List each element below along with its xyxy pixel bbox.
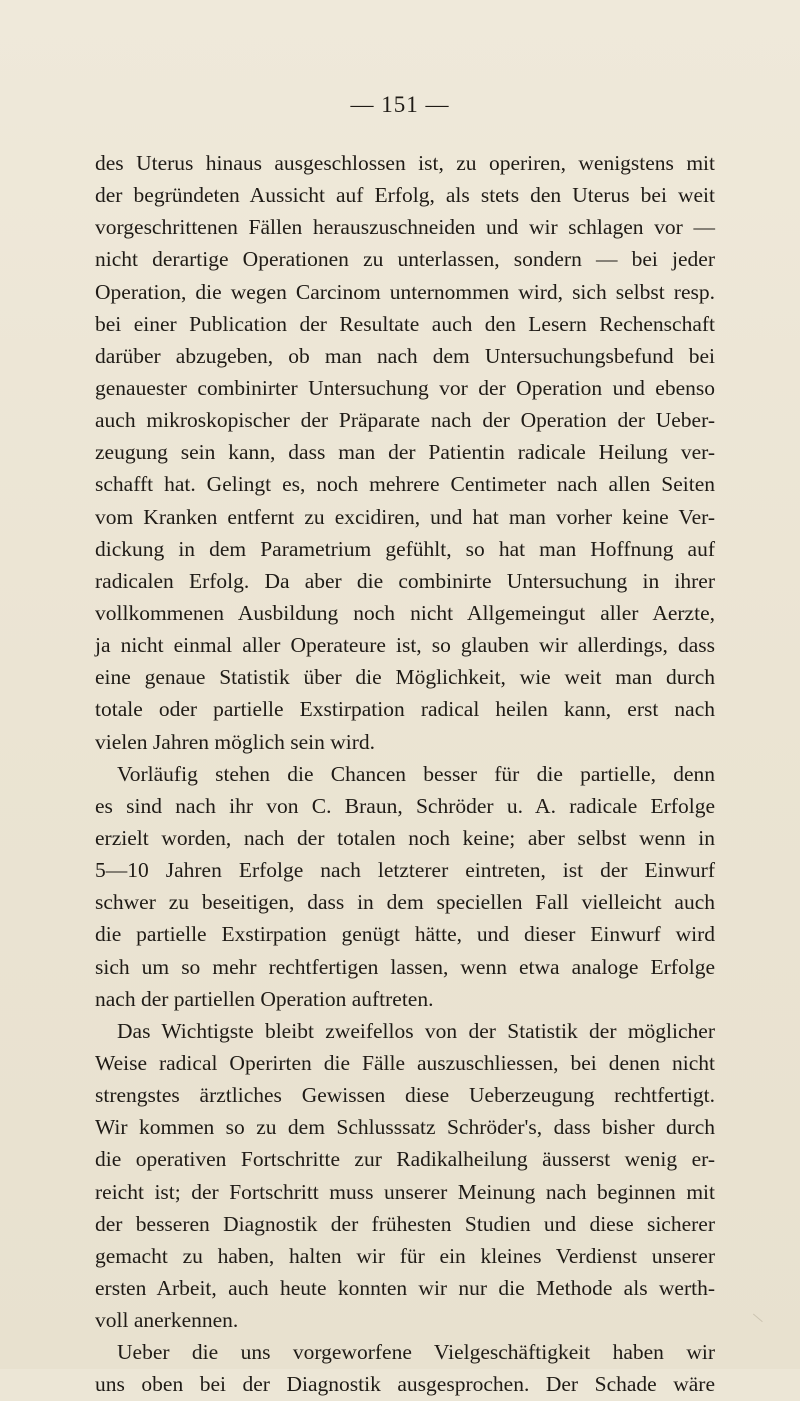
text-line: strengstes ärztliches Gewissen diese Ueberzeugung rechtfertigt. <box>95 1083 715 1108</box>
text-line: Wir kommen so zu dem Schlusssatz Schröder's, dass bisher durch <box>95 1115 715 1140</box>
text-line: schafft hat. Gelingt es, noch mehrere Centimeter nach allen Seiten <box>95 472 715 497</box>
text-line: bei einer Publication der Resultate auch den Lesern Rechenschaft <box>95 311 715 336</box>
body-text <box>95 147 715 1400</box>
text-line: erzielt worden, nach der totalen noch keine; aber selbst wenn in <box>95 825 715 850</box>
text-line: vollkommenen Ausbildung noch nicht Allgemeingut aller Aerzte, <box>95 600 715 625</box>
text-line: uns oben bei der Diagnostik ausgesprochen. Der Schade wäre <box>95 1372 715 1397</box>
text-line: 5—10 Jahren Erfolge nach letzterer eintreten, ist der Einwurf <box>95 858 715 883</box>
text-line: ersten Arbeit, auch heute konnten wir nur die Methode als werth- <box>95 1275 715 1300</box>
text-line: genauester combinirter Untersuchung vor der Operation und ebenso <box>95 375 715 400</box>
text-line: auch mikroskopischer der Präparate nach der Operation der Ueber- <box>95 408 715 433</box>
text-line: darüber abzugeben, ob man nach dem Untersuchungsbefund bei <box>95 343 715 368</box>
text-line: es sind nach ihr von C. Braun, Schröder u. A. radicale Erfolge <box>95 793 715 818</box>
text-line: dickung in dem Parametrium gefühlt, so hat man Hoffnung auf <box>95 536 715 561</box>
text-line: totale oder partielle Exstirpation radical heilen kann, erst nach <box>95 697 715 722</box>
text-line: ja nicht einmal aller Operateure ist, so glauben wir allerdings, dass <box>95 633 715 658</box>
text-line: vorgeschrittenen Fällen herauszuschneiden und wir schlagen vor — <box>95 215 715 240</box>
text-line: sich um so mehr rechtfertigen lassen, wenn etwa analoge Erfolge <box>95 954 715 979</box>
text-line: der begründeten Aussicht auf Erfolg, als stets den Uterus bei weit <box>95 183 715 208</box>
text-line: Operation, die wegen Carcinom unternommen wird, sich selbst resp. <box>95 279 715 304</box>
text-line: vom Kranken entfernt zu excidiren, und hat man vorher keine Ver- <box>95 504 715 529</box>
paragraph-end-line: voll anerkennen. <box>95 1308 239 1333</box>
text-line: schwer zu beseitigen, dass in dem speciellen Fall vielleicht auch <box>95 890 715 915</box>
text-line: die partielle Exstirpation genügt hätte, und dieser Einwurf wird <box>95 922 715 947</box>
paragraph-end-line: nach der partiellen Operation auftreten. <box>95 986 434 1011</box>
text-line: radicalen Erfolg. Da aber die combinirte Untersuchung in ihrer <box>95 568 715 593</box>
text-line: nicht derartige Operationen zu unterlassen, sondern — bei jeder <box>95 247 715 272</box>
paragraph-end-line: vielen Jahren möglich sein wird. <box>95 729 376 754</box>
text-line: Weise radical Operirten die Fälle auszuschliessen, bei denen nicht <box>95 1050 715 1075</box>
page-corner-mark <box>745 1314 763 1332</box>
paragraph-start-line: Vorläufig stehen die Chancen besser für die partielle, denn <box>117 761 715 786</box>
text-line: eine genaue Statistik über die Möglichkeit, wie weit man durch <box>95 665 715 690</box>
text-line: des Uterus hinaus ausgeschlossen ist, zu operiren, wenigstens mit <box>95 151 715 175</box>
text-line: gemacht zu haben, halten wir für ein kleines Verdienst unserer <box>95 1243 715 1268</box>
paragraph-start-line: Das Wichtigste bleibt zweifellos von der Statistik der möglicher <box>117 1018 715 1043</box>
page-number: — 151 — <box>350 92 450 117</box>
text-line: reicht ist; der Fortschritt muss unserer Meinung nach beginnen mit <box>95 1179 715 1204</box>
text-line: zeugung sein kann, dass man der Patientin radicale Heilung ver- <box>95 440 715 465</box>
text-line: die operativen Fortschritte zur Radikalheilung äusserst wenig er- <box>95 1147 715 1172</box>
text-line: der besseren Diagnostik der frühesten Studien und diese sicherer <box>95 1211 715 1236</box>
paragraph-start-line: Ueber die uns vorgeworfene Vielgeschäftigkeit haben wir <box>117 1340 715 1365</box>
